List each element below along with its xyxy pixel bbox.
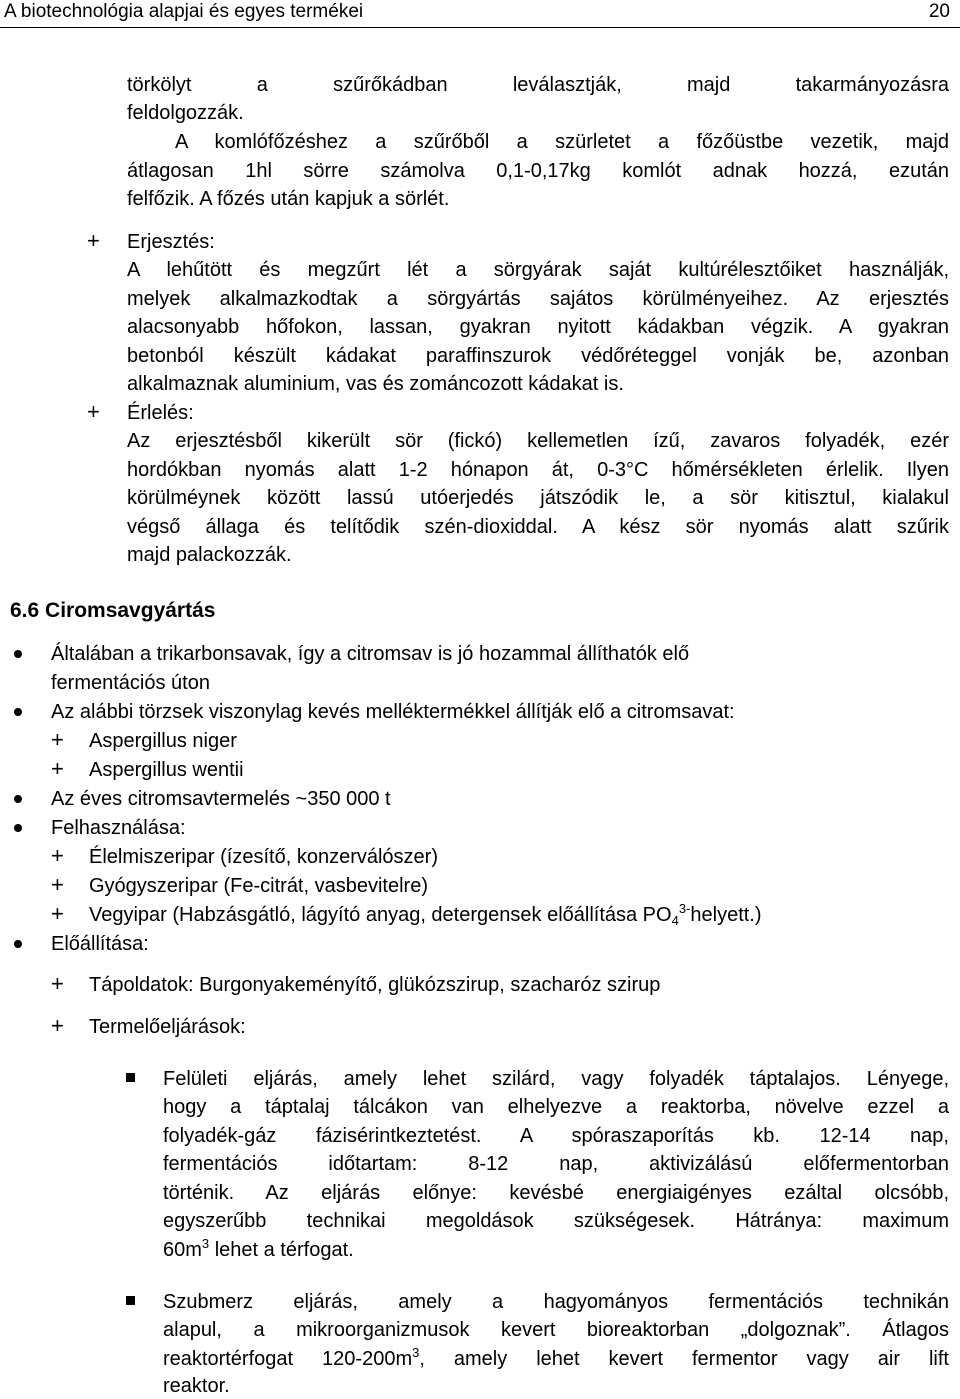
- media-item: Tápoldatok: Burgonyakeményítő, glükózszirup, szacharóz szirup: [89, 974, 661, 996]
- text-line: törkölyt a szűrőkádban leválasztják, majd takarmányozásra: [127, 74, 949, 96]
- text-line: Szubmerz eljárás, amely a hagyományos fermentációs technikán: [163, 1291, 949, 1313]
- maturation-heading: Érlelés:: [127, 402, 194, 424]
- plus-icon: +: [87, 228, 100, 253]
- bullet-icon: [14, 795, 22, 803]
- page-number: 20: [928, 1, 950, 22]
- section-title: 6.6 Ciromsavgyártás: [10, 599, 216, 622]
- text-line: történik. Az eljárás előnye: kevésbé energiaigényes ezáltal olcsóbb,: [163, 1182, 949, 1204]
- text-line: Az erjesztésből kikerült sör (fickó) kellemetlen ízű, zavaros folyadék, ezér: [127, 430, 949, 452]
- text-line: hogy a táptalaj tálcákon van elhelyezve a reaktorba, növelve ezzel a: [163, 1096, 949, 1118]
- page-header: [0, 0, 960, 28]
- bullet-icon: [14, 940, 22, 948]
- text-fragment: , amely lehet kevert fermentor vagy air lift: [419, 1348, 949, 1370]
- plus-icon: +: [51, 1013, 64, 1038]
- superscript: 3-: [678, 901, 691, 916]
- text-line: fermentációs időtartam: 8-12 nap, aktivizálású előfermentorban: [163, 1153, 949, 1175]
- text-line: alapul, a mikroorganizmusok kevert bioreaktorban „dolgoznak”. Átlagos: [163, 1319, 949, 1341]
- text-line: körülméynek között lassú utóerjedés játszódik le, a sör kitisztul, kialakul: [127, 487, 949, 509]
- text-fragment: lehet a térfogat.: [209, 1239, 354, 1261]
- header-title: A biotechnológia alapjai és egyes termékei: [4, 1, 364, 22]
- square-bullet-icon: [126, 1296, 135, 1305]
- text-line: majd palackozzák.: [127, 544, 292, 566]
- use-item: Gyógyszeripar (Fe-citrát, vasbevitelre): [89, 875, 428, 897]
- strain-item: Aspergillus niger: [89, 730, 237, 752]
- text-line: reaktor.: [163, 1375, 230, 1397]
- plus-icon: +: [51, 971, 64, 996]
- use-item: Élelmiszeripar (ízesítő, konzerválószer): [89, 846, 438, 868]
- text-line: melyek alkalmazkodtak a sörgyártás sajátos körülményeihez. Az erjesztés: [127, 288, 949, 310]
- use-text: Vegyipar (Habzásgátló, lágyító anyag, detergensek előállítása PO: [89, 904, 672, 926]
- text-line: [163, 1237, 354, 1263]
- bullet-icon: [14, 708, 22, 716]
- text-fragment: 60m: [163, 1239, 202, 1261]
- plus-icon: +: [51, 756, 64, 781]
- bullet-text: Általában a trikarbonsavak, így a citromsav is jó hozammal állíthatók elő: [51, 643, 690, 665]
- square-bullet-icon: [126, 1073, 135, 1082]
- text-line: A lehűtött és megzűrt lét a sörgyárak saját kultúrélesztőiket használják,: [127, 259, 949, 281]
- text-line: felfőzik. A főzés után kapjuk a sörlét.: [127, 188, 450, 210]
- bullet-text: Felhasználása:: [51, 817, 186, 839]
- process-item: Termelőeljárások:: [89, 1016, 246, 1038]
- plus-icon: +: [51, 843, 64, 868]
- use-text: helyett.): [690, 904, 762, 926]
- plus-icon: +: [51, 727, 64, 752]
- fermentation-heading: Erjesztés:: [127, 231, 215, 253]
- text-line: betonból készült kádakat paraffinszurok védőréteggel vonják be, azonban: [127, 345, 949, 367]
- text-line: alacsonyabb hőfokon, lassan, gyakran nyitott kádakban végzik. A gyakran: [127, 316, 949, 338]
- text-line: feldolgozzák.: [127, 102, 244, 124]
- plus-icon: +: [87, 399, 100, 424]
- bullet-text: Az éves citromsavtermelés ~350 000 t: [51, 788, 391, 810]
- bullet-text: Az alábbi törzsek viszonylag kevés melléktermékkel állítják elő a citromsavat:: [51, 701, 735, 723]
- use-item: [89, 902, 762, 928]
- text-line: folyadék-gáz fázisérintkeztetést. A spóraszaporítás kb. 12-14 nap,: [163, 1125, 949, 1147]
- strain-item: Aspergillus wentii: [89, 759, 244, 781]
- text-line: átlagosan 1hl sörre számolva 0,1-0,17kg komlót adnak hozzá, ezután: [127, 160, 949, 182]
- bullet-icon: [14, 824, 22, 832]
- bullet-text: Előállítása:: [51, 933, 149, 955]
- plus-icon: +: [51, 901, 64, 926]
- subscript: 4: [671, 913, 679, 928]
- superscript: 3: [412, 1345, 420, 1360]
- text-line: hordókban nyomás alatt 1-2 hónapon át, 0-3°C hőmérsékleten érlelik. Ilyen: [127, 459, 949, 481]
- bullet-text: fermentációs úton: [51, 672, 210, 694]
- text-line: egyszerűbb technikai megoldások szükségesek. Hátránya: maximum: [163, 1210, 949, 1232]
- plus-icon: +: [51, 872, 64, 897]
- text-line: Felületi eljárás, amely lehet szilárd, vagy folyadék táptalajos. Lényege,: [163, 1068, 949, 1090]
- text-line: végső állaga és telítődik szén-dioxiddal. A kész sör nyomás alatt szűrik: [127, 516, 949, 538]
- text-line: [163, 1346, 949, 1372]
- bullet-icon: [14, 650, 22, 658]
- text-fragment: reaktortérfogat 120-200m: [163, 1348, 413, 1370]
- text-line: A komlófőzéshez a szűrőből a szürletet a főzőüstbe vezetik, majd: [175, 131, 949, 153]
- text-line: alkalmaznak aluminium, vas és zománcozott kádakat is.: [127, 373, 624, 395]
- superscript: 3: [201, 1236, 210, 1251]
